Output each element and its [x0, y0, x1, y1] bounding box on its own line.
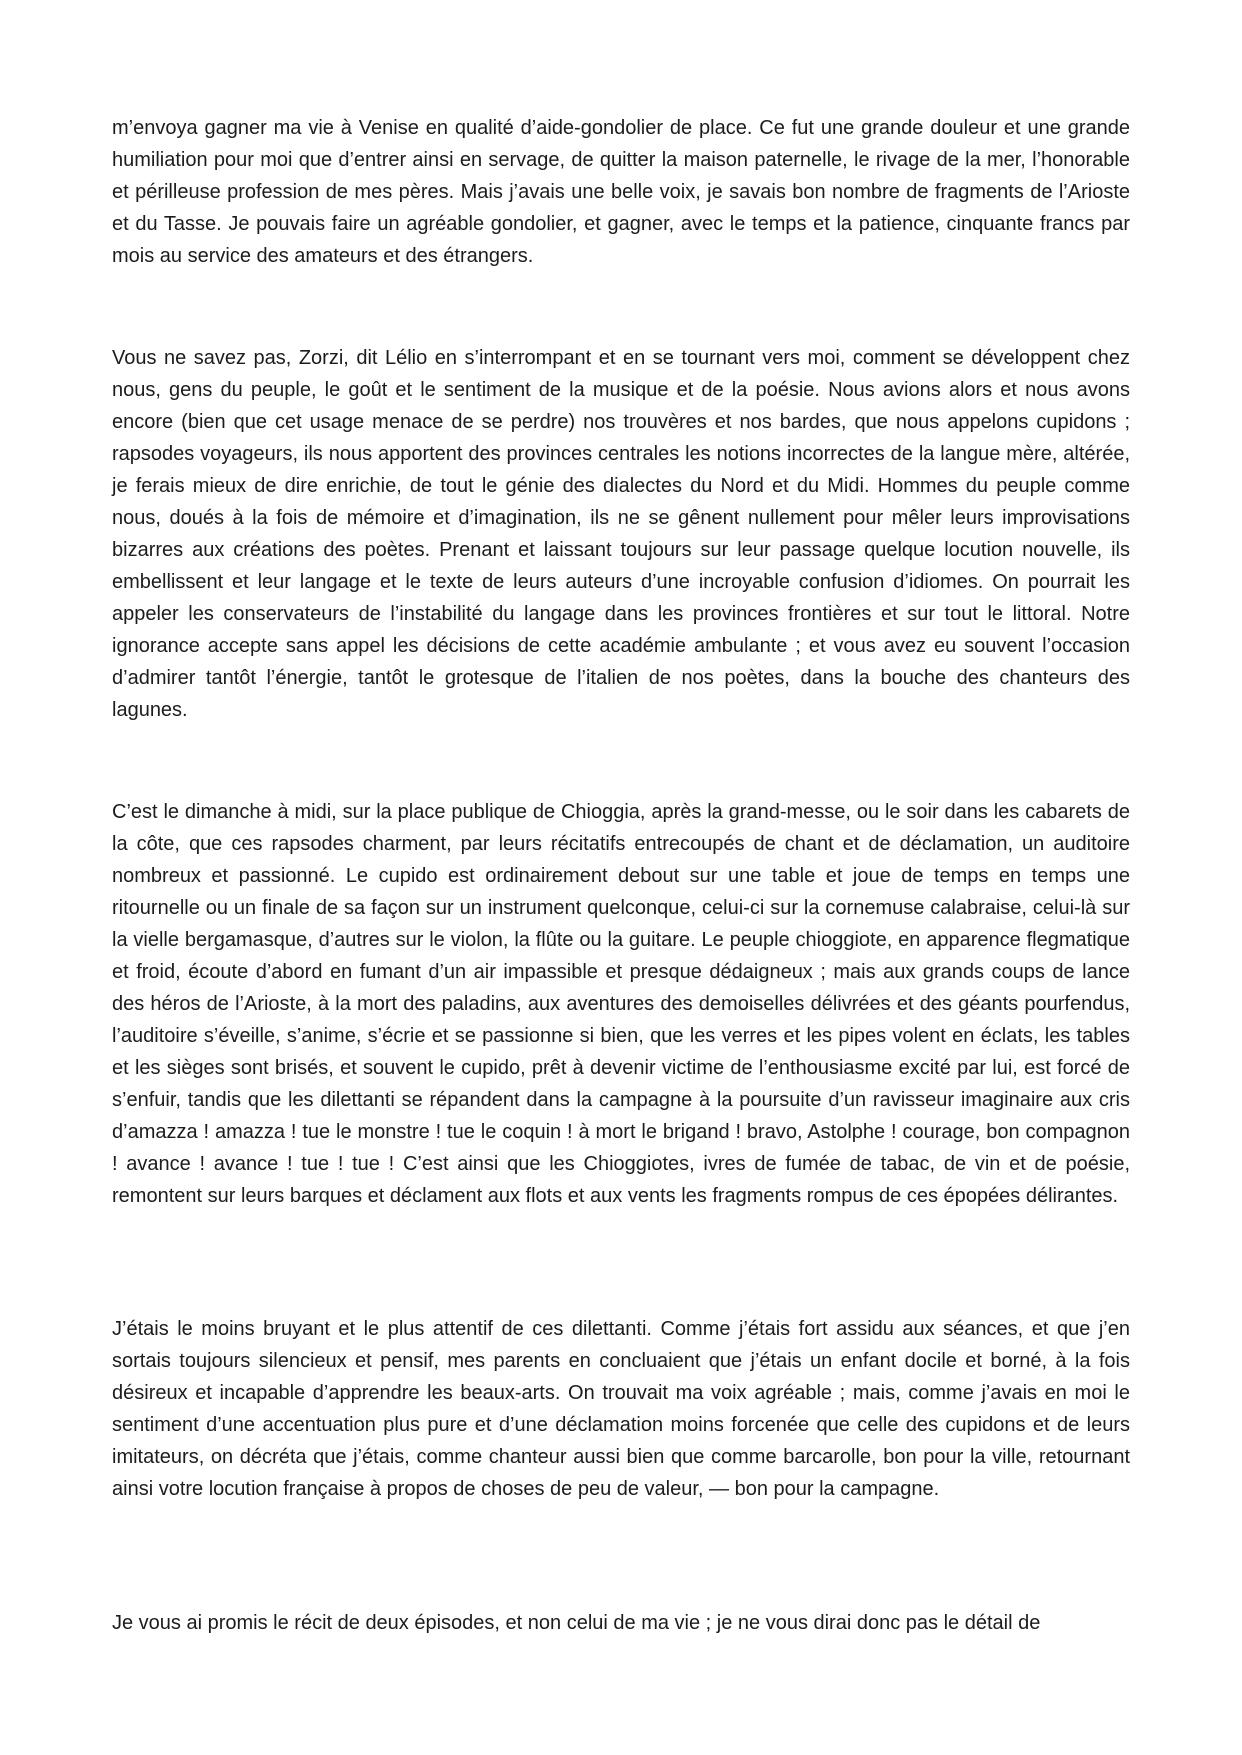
- paragraph: Vous ne savez pas, Zorzi, dit Lélio en s’interrompant et en se tournant vers moi, comment se développent chez nous, gens du peuple, le goût et le sentiment de la musique et de la poésie. Nous avions alors et nous avons encore (bien que cet usage menace de se perdre) nos trouvères et nos bardes, que nous appelons cupidons ; rapsodes voyageurs, ils nous apportent des provinces centrales les notions incorrectes de la langue mère, altérée, je ferais mieux de dire enrichie, de tout le génie des dialectes du Nord et du Midi. Hommes du peuple comme nous, doués à la fois de mémoire et d’imagination, ils ne se gênent nullement pour mêler leurs improvisations bizarres aux créations des poètes. Prenant et laissant toujours sur leur passage quelque locution nouvelle, ils embellissent et leur langage et le texte de leurs auteurs d’une incroyable confusion d’idiomes. On pourrait les appeler les conservateurs de l’instabilité du langage dans les provinces frontières et sur tout le littoral. Notre ignorance accepte sans appel les décisions de cette académie ambulante ; et vous avez eu souvent l’occasion d’admirer tantôt l’énergie, tantôt le grotesque de l’italien de nos poètes, dans la bouche des chanteurs des lagunes.: [112, 347, 1130, 721]
- paragraph: m’envoya gagner ma vie à Venise en qualité d’aide-gondolier de place. Ce fut une grande douleur et une grande humiliation pour moi que d’entrer ainsi en servage, de quitter la maison paternelle, le rivage de la mer, l’honorable et périlleuse profession de mes pères. Mais j’avais une belle voix, je savais bon nombre de fragments de l’Arioste et du Tasse. Je pouvais faire un agréable gondolier, et gagner, avec le temps et la patience, cinquante francs par mois au service des amateurs et des étrangers.: [112, 117, 1130, 267]
- paragraph: J’étais le moins bruyant et le plus attentif de ces dilettanti. Comme j’étais fort assidu aux séances, et que j’en sortais toujours silencieux et pensif, mes parents en concluaient que j’étais un enfant docile et borné, à la fois désireux et incapable d’apprendre les beaux-arts. On trouvait ma voix agréable ; mais, comme j’avais en moi le sentiment d’une accentuation plus pure et d’une déclamation moins forcenée que celle des cupidons et de leurs imitateurs, on décréta que j’étais, comme chanteur aussi bien que comme barcarolle, bon pour la ville, retournant ainsi votre locution française à propos de choses de peu de valeur, — bon pour la campagne.: [112, 1318, 1130, 1500]
- paragraph: Je vous ai promis le récit de deux épisodes, et non celui de ma vie ; je ne vous dirai donc pas le détail de: [112, 1612, 1041, 1634]
- paragraph: C’est le dimanche à midi, sur la place publique de Chioggia, après la grand-messe, ou le soir dans les cabarets de la côte, que ces rapsodes charment, par leurs récitatifs entrecoupés de chant et de déclamation, un auditoire nombreux et passionné. Le cupido est ordinairement debout sur une table et joue de temps en temps une ritournelle ou un finale de sa façon sur un instrument quelconque, celui-ci sur la cornemuse calabraise, celui-là sur la vielle bergamasque, d’autres sur le violon, la flûte ou la guitare. Le peuple chioggiote, en apparence flegmatique et froid, écoute d’abord en fumant d’un air impassible et presque dédaigneux ; mais aux grands coups de lance des héros de l’Arioste, à la mort des paladins, aux aventures des demoiselles délivrées et des géants pourfendus, l’auditoire s’éveille, s’anime, s’écrie et se passionne si bien, que les verres et les pipes volent en éclats, les tables et les sièges sont brisés, et souvent le cupido, prêt à devenir victime de l’enthousiasme excité par lui, est forcé de s’enfuir, tandis que les dilettanti se répandent dans la campagne à la poursuite d’un ravisseur imaginaire aux cris d’amazza ! amazza ! tue le monstre ! tue le coquin ! à mort le brigand ! bravo, Astolphe ! courage, bon compagnon ! avance ! avance ! tue ! tue ! C’est ainsi que les Chioggiotes, ivres de fumée de tabac, de vin et de poésie, remontent sur leurs barques et déclament aux flots et aux vents les fragments rompus de ces épopées délirantes.: [112, 801, 1130, 1207]
